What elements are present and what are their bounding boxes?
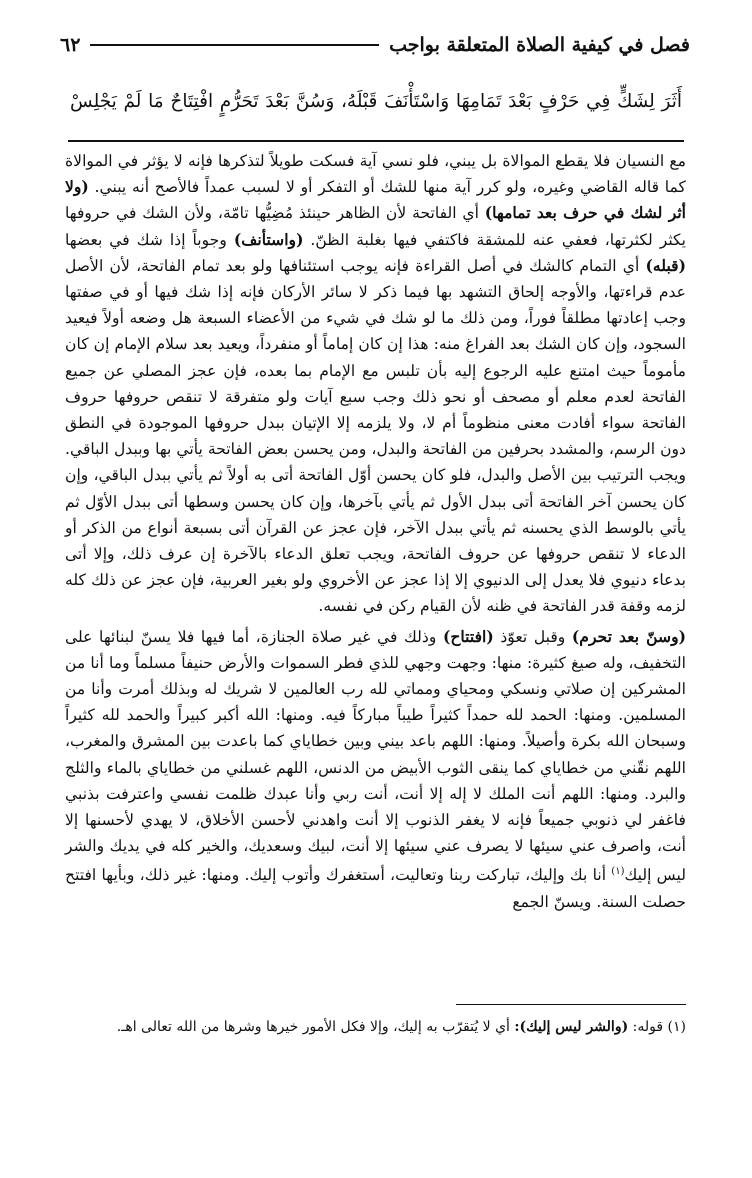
footnote-text: أي لا يُتقرّب به إليك، وإلا فكل الأمور خيرها وشرها من الله تعالى اهـ. (116, 1019, 510, 1035)
page-number: ٦٢ (60, 34, 81, 56)
text-run: وجوباً إذا شك في بعضها (65, 230, 234, 249)
quoted-matn: (ولا أثر لشك في حرف بعد تمامها) (65, 177, 686, 223)
text-run: أي التمام كالشك في أصل القراءة فإنه يوجب استئنافها ولو بعد تمام الفاتحة، لأن الأصل عدم قراءتها، والأوجه إلحاق التشهد بها فيما ذكر لا سائر الأركان فإنه إذا شك فيها أو في صفتها وجب إعادتها مطلقاً فوراً، ومن ذلك ما لو شك في شيء من الأعضاء السبعة هل وضعه أولاً فيعيد السجود، وإن كان الشك بعد الفراغ منه: هذا إن كان إماماً أو منفرداً، ويعيد بعد سلام الإمام إن كان مأموماً حيث امتنع عليه الرجوع إليه بأن تلبس مع الإمام بما بعده، فإن عجز المصلي عن جميع الفاتحة لعدم معلم أو مصحف أو نحو ذلك وجب سبع آيات ولو متفرقة لا تنقص حروفها حروف الفاتحة سواء أفادت معنى منظوماً أم لا، ولا يلزمه إلا الإتيان ببدل حروفها الموجودة في النطق دون الرسم، والمشدد بحرفين من الفاتحة والبدل، ومن يحسن بعض الفاتحة يأتي بها وببدل الباقي. ويجب الترتيب بين الأصل والبدل، فلو كان يحسن أوّل الفاتحة أتى به أولاً ثم يأتي ببدل الباقي، وإن كان يحسن آخر الفاتحة أتى ببدل الأول ثم يأتي بآخرها، وإن كان يحسن وسطها أتى ببدل الأوّل ثم يأتي بالوسط الذي يحسنه ثم يأتي ببدل الآخر، فإن عجز عن القرآن أتى بسبعة أنواع من الذكر أو الدعاء لا تنقص حروفها عن حروف الفاتحة، ويجب تعلق الدعاء بالآخرة إن عرف ذلك، وإلا أتى بدعاء دنيوي فلا يعدل إلى الدنيوي إلا إذا عجز عن الأخروي ولو بغير العربية، فإن عجز عن ذلك كله لزمه وقفة قدر الفاتحة في ظنه لأن القيام ركن في نفسه. (65, 256, 686, 616)
matn-text: أَثَرَ لِشَكٍّ فِي حَرْفٍ بَعْدَ تَمَامِهَا وَاسْتَأْنَفَ قَبْلَهُ، وَسُنَّ بَعْدَ تَحَرُّمٍ افْتِتَاحٌ مَا لَمْ يَجْلِسْ (70, 91, 682, 112)
header-divider (90, 44, 379, 46)
footnote-reference[interactable]: (١) (611, 866, 625, 878)
text-run: أي الفاتحة لأن الظاهر حينئذ مُضِيُّها تامّة، ولأن الشك في حروفها يكثر لكثرتها، فعفي عنه للمشقة فاكتفي فيها بغلبة الظنّ. (65, 204, 686, 249)
footnote-number: (١) (667, 1019, 686, 1035)
paragraph (65, 148, 686, 620)
matn-divider (68, 140, 684, 142)
quoted-matn: (واستأنف) (233, 229, 304, 249)
text-run: وقبل تعوّذ (493, 627, 572, 646)
footnote (65, 1014, 686, 1040)
running-header (60, 30, 690, 60)
footnote-quote: (والشر ليس إليك): (514, 1019, 629, 1035)
chapter-title: فصل في كيفية الصلاة المتعلقة بواجب (389, 34, 690, 56)
quoted-matn: (قبله) (645, 255, 686, 275)
text-run: مع النسيان فلا يقطع الموالاة بل يبني، فلو نسي آية فسكت طويلاً لتذكرها فإنه لا يؤثر في الموالاة كما قاله القاضي وغيره، ولو كرر آية منها للشك أو التفكر أو لا لسبب عمداً فالأصح أنه يبني. (65, 152, 686, 197)
footnote-divider (456, 1004, 686, 1005)
footnote-lead: قوله: (632, 1019, 664, 1035)
commentary-body (65, 148, 686, 915)
text-run: وذلك في غير صلاة الجنازة، أما فيها فلا يسنّ لبنائها على التخفيف، وله صيغ كثيرة: منها: وجهت وجهي للذي فطر السموات والأرض حنيفاً مسلماً وما أنا من المشركين إن صلاتي ونسكي ومحياي ومماتي لله رب العالمين لا شريك له وبذلك أمرت وأنا من المسلمين. ومنها: الحمد لله حمداً كثيراً طيباً مباركاً فيه. ومنها: الله أكبر كبيراً والحمد لله كثيراً وسبحان الله بكرة وأصيلاً. ومنها: اللهم باعد بيني وبين خطاياي كما باعدت بين المشرق والمغرب، اللهم نقّني من خطاياي كما ينقى الثوب الأبيض من الدنس، اللهم غسلني من خطاياي بالماء والثلج والبرد. ومنها: اللهم أنت الملك لا إله إلا أنت، أنت ربي وأنا عبدك ظلمت نفسي واعترفت بذنبي فاغفر لي ذنوبي جميعاً فإنه لا يغفر الذنوب إلا أنت واهدني لأحسن الأخلاق، لا يهدي لأحسنها إلا أنت، واصرف عني سيئها لا يصرف عني سيئها إلا أنت، لبيك وسعديك، والخير كله في يديك والشر ليس إليك (65, 627, 686, 885)
quoted-matn: (افتتاح) (442, 626, 494, 646)
quoted-matn: (وسنّ بعد تحرم) (571, 626, 686, 646)
text-run: أنا بك وإليك، تباركت ربنا وتعاليت، أستغفرك وأتوب إليك. ومنها: غير ذلك، وبأيها افتتح حصلت السنة. ويسنّ الجمع (65, 866, 686, 911)
paragraph (65, 624, 686, 915)
